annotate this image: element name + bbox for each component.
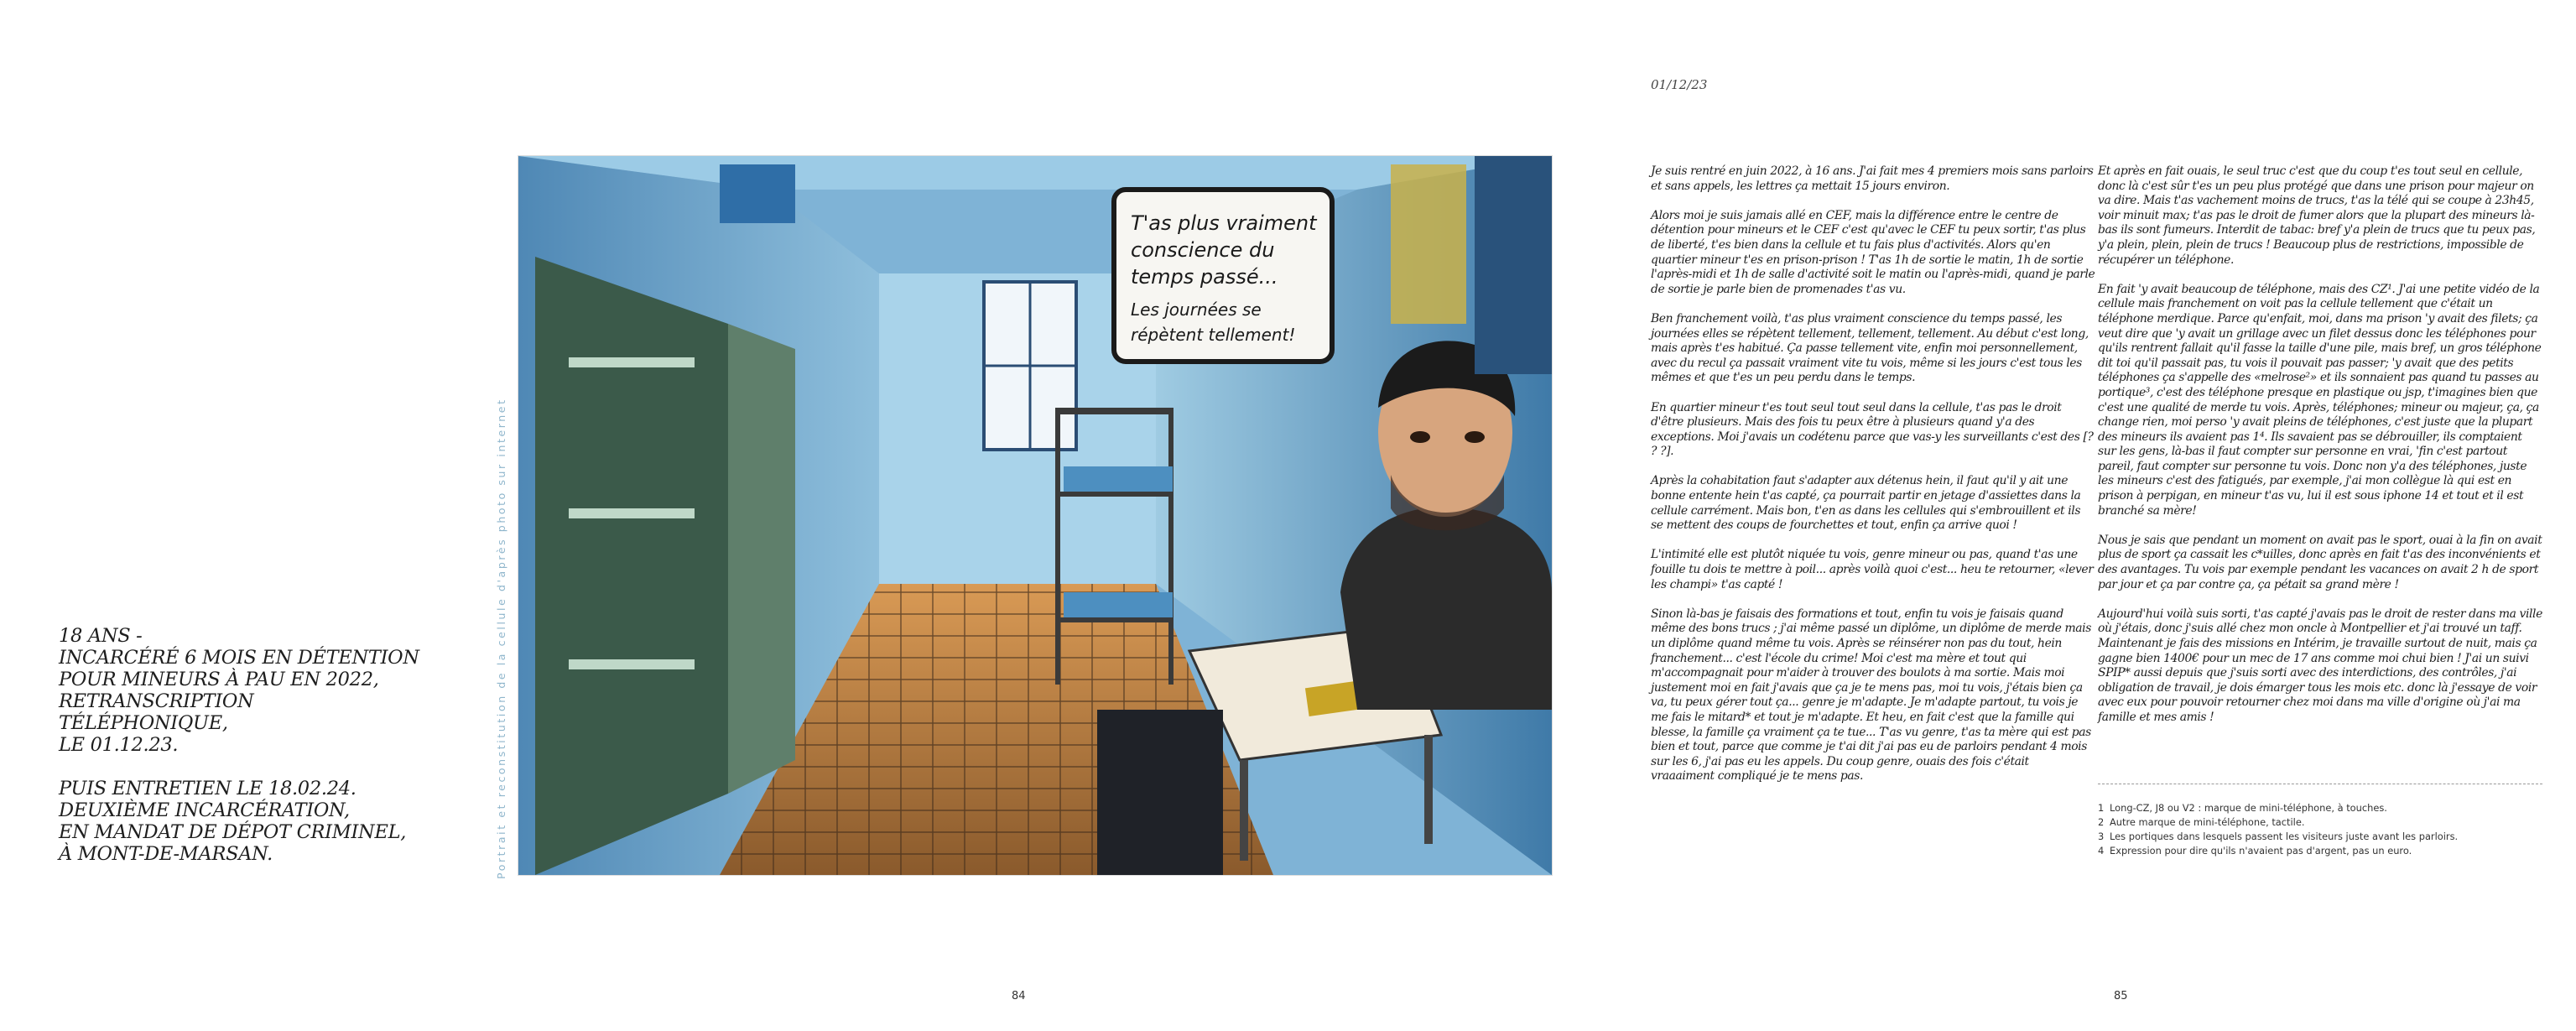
illustration-credit: Portrait et reconstitution de la cellule d'après photo sur internet <box>495 398 507 879</box>
caption-line: À MONT-DE-MARSAN. <box>59 843 273 865</box>
footnote-text: Les portiques dans lesquels passent les visiteurs juste avant les parloirs. <box>2110 831 2459 842</box>
paragraph: En quartier mineur t'es tout seul tout seul dans la cellule, t'as pas le droit d'être plusieurs. Mais des fois tu peux être à plusieurs quand y'a des exceptions. Moi j'avais un codétenu parce que vas-y les surveillants c'est des [? ? ?]. <box>1651 400 2094 459</box>
caption-line: INCARCÉRÉ 6 MOIS EN DÉTENTION <box>59 647 419 669</box>
footnotes <box>2098 784 2542 858</box>
portrait-caption <box>59 625 419 887</box>
caption-line: POUR MINEURS À PAU EN 2022, <box>59 669 379 690</box>
footnote-number: 2 <box>2098 816 2105 828</box>
footnote-text: Autre marque de mini-téléphone, tactile. <box>2110 816 2305 828</box>
paragraph: Aujourd'hui voilà suis sorti, t'as capté j'avais pas le droit de rester dans ma ville où j'étais, donc j'suis allé chez mon oncle à Montpellier et j'ai trouvé un taff. Maintenant je fais des missions en Intérim, je travaille surtout de nuit, mais ça gagne bien 1400€ pour un mec de 17 ans comme moi chui bien ! J'ai un suivi SPIP* aussi depuis que j'suis sorti avec des interdictions, des contrôles, j'ai obligation de travail, je dois émarger tous les mois etc. donc là j'essaye de voir avec eux pour pouvoir retourner chez moi dans ma ville d'origine où j'ai ma famille et mes amis ! <box>2098 607 2542 724</box>
footnote-number: 4 <box>2098 845 2105 857</box>
bubble-line: répètent tellement! <box>1131 325 1296 345</box>
footnote <box>2098 830 2542 844</box>
paragraph: Alors moi je suis jamais allé en CEF, mais la différence entre le centre de détention pour mineurs et le CEF c'est qu'avec le CEF tu peux sortir, t'as plus de liberté, t'es bien dans la cellule et tu fais plus d'activités. Alors qu'en quartier mineur t'es en prison-prison ! T'as 1h de sortie le matin, 1h de sortie l'après-midi et 1h de salle d'activité soit le matin ou l'après-midi, quand je parle de sortie je parle bien de promenades t'as vu. <box>1651 208 2095 296</box>
footnote-text: Expression pour dire qu'ils n'avaient pas d'argent, pas un euro. <box>2110 845 2412 857</box>
page-number-right: 85 <box>2114 990 2128 1002</box>
footnote <box>2098 815 2542 830</box>
paragraph: Ben franchement voilà, t'as plus vraiment conscience du temps passé, les journées elles se répètent tellement, tellement, tellement. Au début c'est long, mais après t'es habitué. Ça passe tellement vite, enfin moi personnellement, avec du recul ça passait vraiment vite tu vois, même si les jours c'est tous les mêmes et que t'es un peu perdu dans le temps. <box>1651 311 2089 385</box>
interview-date: 01/12/23 <box>1651 77 1708 92</box>
paragraph: Sinon là-bas je faisais des formations et tout, enfin tu vois je faisais quand même des bons trucs ; j'ai même passé un diplôme, un diplôme de merde mais un diplôme quand même tu vois. Après se réinsérer non pas du tout, hein franchement... c'est l'école du crime! Moi c'est ma mère et tout qui m'accompagnait pour m'aider à trouver des boulots à ma sortie. Mais moi justement moi en fait j'avais que ça je te mens pas, moi tu vois, j'étais bien ça va, tu peux gérer tout ça... genre je m'adapte. Je m'adapte partout, tu vois je me fais le mitard* et tout je m'adapte. Et heu, en fait c'est que la famille qui blesse, la famille ça vraiment ça te tue... T'as vu genre, t'as ta mère qui est pas bien et tout, parce que comme je t'ai dit j'ai pas eu de parloirs pendant 4 mois sur les 6, j'ai pas eu les appels. Du coup genre, ouais des fois c'était vraaaiment compliqué je te mens pas. <box>1651 607 2091 784</box>
caption-block-1 <box>59 625 419 756</box>
caption-line: EN MANDAT DE DÉPOT CRIMINEL, <box>59 821 407 843</box>
caption-line: PUIS ENTRETIEN LE 18.02.24. <box>59 778 356 799</box>
caption-line: 18 ANS - <box>59 625 143 647</box>
paragraph: En fait 'y avait beaucoup de téléphone, mais des CZ¹. J'ai une petite vidéo de la cellule mais franchement on voit pas la cellule tellement que c'était un téléphone merdique. Parce qu'enfait, moi, dans ma prison 'y avait des filets; ça veut dire que 'y avait un grillage avec un filet dessus donc les téléphones pour qu'ils rentrent fallait qu'il fasse la taille d'une pile, mais bref, un gros téléphone dit toi qu'il passait pas, tu vois il pouvait pas passer; 'y avait que des petits téléphones ça s'appelle des «melrose²» et ils sonnaient pas quand tu passes au portique³, c'est des téléphone presque en plastique ou jsp, t'imagines bien que c'est une qualité de merde tu vois. Après, téléphones; mineur ou majeur, ça, ça change rien, moi perso 'y avait pleins de téléphones, c'est juste que la plupart des mineurs ils avaient pas 1⁴. Ils savaient pas se débrouiller, ils comptaient sur les gens, là-bas il faut compter sur personne en vrai, 'fin c'est partout pareil, faut compter sur personne tu vois. Donc non y'a des téléphones, juste les mineurs c'est des fatigués, par exemple, j'ai mon collègue là qui est en prison à perpigan, en mineur t'as vu, lui il est sous iphone 14 et tout et il est branché sa mère! <box>2098 282 2542 518</box>
footnote-text: Long-CZ, J8 ou V2 : marque de mini-téléphone, à touches. <box>2110 802 2387 814</box>
bubble-line: temps passé... <box>1131 265 1278 289</box>
bubble-line: Les journées se <box>1131 299 1262 320</box>
caption-line: RETRANSCRIPTION TÉLÉPHONIQUE, <box>59 690 254 734</box>
bubble-line: conscience du <box>1131 238 1275 262</box>
caption-line: DEUXIÈME INCARCÉRATION, <box>59 799 350 821</box>
cell-illustration <box>518 156 1552 875</box>
text-column-1 <box>1651 164 2095 799</box>
speech-bubble <box>1114 190 1332 362</box>
bubble-line: T'as plus vraiment <box>1131 211 1317 235</box>
paragraph: Je suis rentré en juin 2022, à 16 ans. J'ai fait mes 4 premiers mois sans parloirs et sans appels, les lettres ça mettait 15 jours environ. <box>1651 164 2094 193</box>
footnote-number: 3 <box>2098 831 2105 842</box>
paragraph: Après la cohabitation faut s'adapter aux détenus hein, il faut qu'il y ait une bonne entente hein t'as capté, ça pourrait partir en jetage d'assiettes dans la cellule carrément. Mais bon, t'en as dans les cellules qui s'embrouillent et ils se mettent des coups de fourchettes et tout, enfin ça arrive quoi ! <box>1651 474 2081 533</box>
paragraph: Et après en fait ouais, le seul truc c'est que du coup t'es tout seul en cellule, donc là c'est sûr t'es un peu plus protégé que dans une prison pour majeur on va dire. Mais t'as vachement moins de trucs, t'as la télé qui se coupe à 23h45, voir minuit max; t'as pas le droit de fumer alors que la plupart des mineurs là-bas ils sont fumeurs. Interdit de tabac: bref y'a plein de trucs que tu peux pas, y'a plein, plein, plein de trucs ! Beaucoup plus de restrictions, impossible de récupérer un téléphone. <box>2098 164 2536 267</box>
page-number-left: 84 <box>1012 990 1026 1002</box>
paragraph: Nous je sais que pendant un moment on avait pas le sport, ouai à la fin on avait plus de sport ça cassait les c*uilles, donc après en fait t'as des inconvénients et des avantages. Tu vois par exemple pendant les vacances on avait 2 h de sport par jour et ça par contre ça, ça pétait sa grand mère ! <box>2098 533 2542 591</box>
footnote-number: 1 <box>2098 802 2105 814</box>
footnote <box>2098 801 2542 815</box>
text-column-2 <box>2098 164 2542 740</box>
caption-block-2 <box>59 778 419 865</box>
paragraph: L'intimité elle est plutôt niquée tu vois, genre mineur ou pas, quand t'as une fouille tu dois te mettre à poil... après voilà quoi c'est... heu te retourner, «lever les champi» t'as capté ! <box>1651 548 2094 591</box>
footnote <box>2098 844 2542 858</box>
caption-line: LE 01.12.23. <box>59 734 179 756</box>
